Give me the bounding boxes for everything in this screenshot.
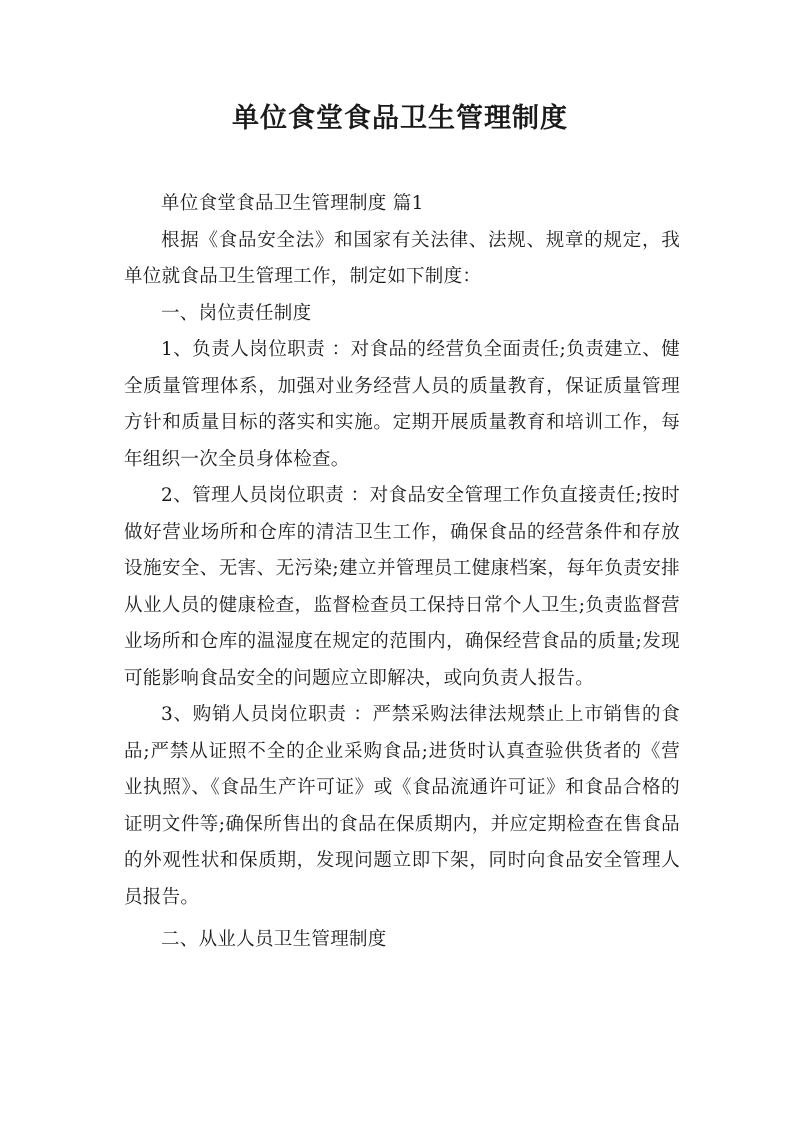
subtitle-paragraph: 单位食堂食品卫生管理制度 篇1: [161, 193, 424, 214]
document-title: 单位食堂食品卫生管理制度: [232, 103, 568, 134]
section-heading-1: 一、岗位责任制度: [161, 302, 312, 324]
paragraph-admin-duties: 2、管理人员岗位职责 ：对食品安全管理工作负直接责任;按时做好营业场所和仓库的清洁卫生工作，确保食品的经营条件和存放设施安全、无害、无污染;建立并管理员工健康档案，每年负责安排从业人员的健康检查，监督检查员工保持日常个人卫生;负责监督营业场所和仓库的温湿度在规定的范围内，确保经营食品的质量;发现可能影响食品安全的问题应立即解决，或向负责人报告。: [124, 485, 680, 689]
paragraph-manager-duties: 1、负责人岗位职责 ：对食品的经营负全面责任;负责建立、健全质量管理体系，加强对业务经营人员的质量教育，保证质量管理方针和质量目标的落实和实施。定期开展质量教育和培训工作，每年组织一次全员身体检查。: [124, 339, 680, 470]
intro-paragraph: 根据《食品安全法》和国家有关法律、法规、规章的规定，我单位就食品卫生管理工作，制定如下制度：: [124, 229, 680, 287]
paragraph-purchase-duties: 3、购销人员岗位职责 ：严禁采购法律法规禁止上市销售的食品;严禁从证照不全的企业采购食品;进货时认真查验供货者的《营业执照》、《食品生产许可证》或《食品流通许可证》和食品合格的证明文件等;确保所售出的食品在保质期内，并应定期检查在售食品的外观性状和保质期，发现问题立即下架，同时向食品安全管理人员报告。: [124, 704, 680, 908]
section-heading-2: 二、从业人员卫生管理制度: [161, 929, 387, 950]
document-body: [124, 186, 680, 959]
